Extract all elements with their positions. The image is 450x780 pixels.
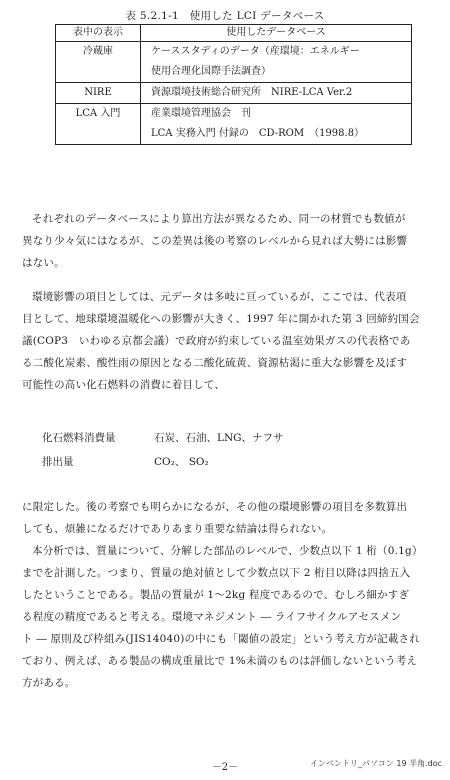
file-name: インベントリ_パソコン 19 半角.doc (309, 759, 442, 768)
table-header-row (56, 25, 412, 42)
emission-item (42, 450, 284, 474)
emission-label: 化石燃料消費量 (42, 432, 116, 444)
table-row-database: ケーススタディのデータ（産環境：エネルギー 使用合理化国際手法調査） (141, 42, 412, 83)
emissions-list (42, 426, 284, 474)
table-row-database: 産業環境管理協会 刊 LCA 実務入門 付録の CD-ROM （1998.8） (141, 104, 412, 145)
paragraph-limitation: に限定した。後の考察でも明らかになるが、その他の環境影響の項目を多数算出 しても、煩雑になるだけでありあまり重要な結論は得られない。 (22, 501, 408, 535)
table-row-label: 冷蔵庫 (56, 42, 141, 83)
table-row (56, 83, 412, 104)
table-row-label: LCA 入門 (56, 104, 141, 145)
emission-value: 石炭、石油、LNG、ナフサ (154, 432, 284, 444)
paragraph-environmental-impact: 環境影響の項目としては、元データは多岐に亘っているが、ここでは、代表項 目として、地球環境温暖化への影響が大きく、1997 年に開かれた第 3 回締約国会 議(COP3 いわゆる京都会議）で政府が約束している温室効果ガスの代表格であ る二酸化炭素、酸性雨の原因となる二酸化硫黄、資源枯渇に重大な影響を及ぼす 可能性の高い化石燃料の消費に着目して、 (22, 291, 420, 391)
table-header-database: 使用したデータベース (141, 25, 412, 42)
emission-item (42, 426, 284, 450)
table-header-display: 表中の表示 (56, 25, 141, 42)
table-row-database: 資源環境技術総合研究所 NIRE-LCA Ver.2 (141, 83, 412, 104)
lci-database-table (55, 24, 412, 145)
page-number: －2－ (211, 762, 239, 773)
table-row (56, 104, 412, 145)
table-row-label: NIRE (56, 83, 141, 104)
emission-label: 排出量 (42, 456, 74, 468)
table-row (56, 42, 412, 83)
paragraph-mass-analysis: 本分析では、質量について、分解した部品のレベルで、少数点以下 1 桁（0.1g） までを計測した。つまり、質量の絶対値として少数点以下 2 桁目以降は四捨五入 したということである。製品の質量が 1〜2kg 程度であるので、むしろ細かすぎ る程度の精度であると考える。環境マネジメント ― ライフサイクルアセスメン ト ― 原則及び枠組み(JIS14040)の中にも「閾値の設定」という考え方が記載され ており、例えば、ある製品の構成重量比で 1%未満のものは評価しないという考え 方がある。 (22, 545, 423, 689)
paragraph-database-differences: それぞれのデータベースにより算出方法が異なるため、同一の材質でも数値が 異なり少々気にはなるが、この差異は後の考察のレベルから見れば大勢には影響 はない。 (22, 213, 408, 269)
emission-value: CO₂、 SO₂ (154, 456, 209, 468)
table-caption: 表 5.2.1-1 使用した LCI データベース (125, 10, 325, 22)
